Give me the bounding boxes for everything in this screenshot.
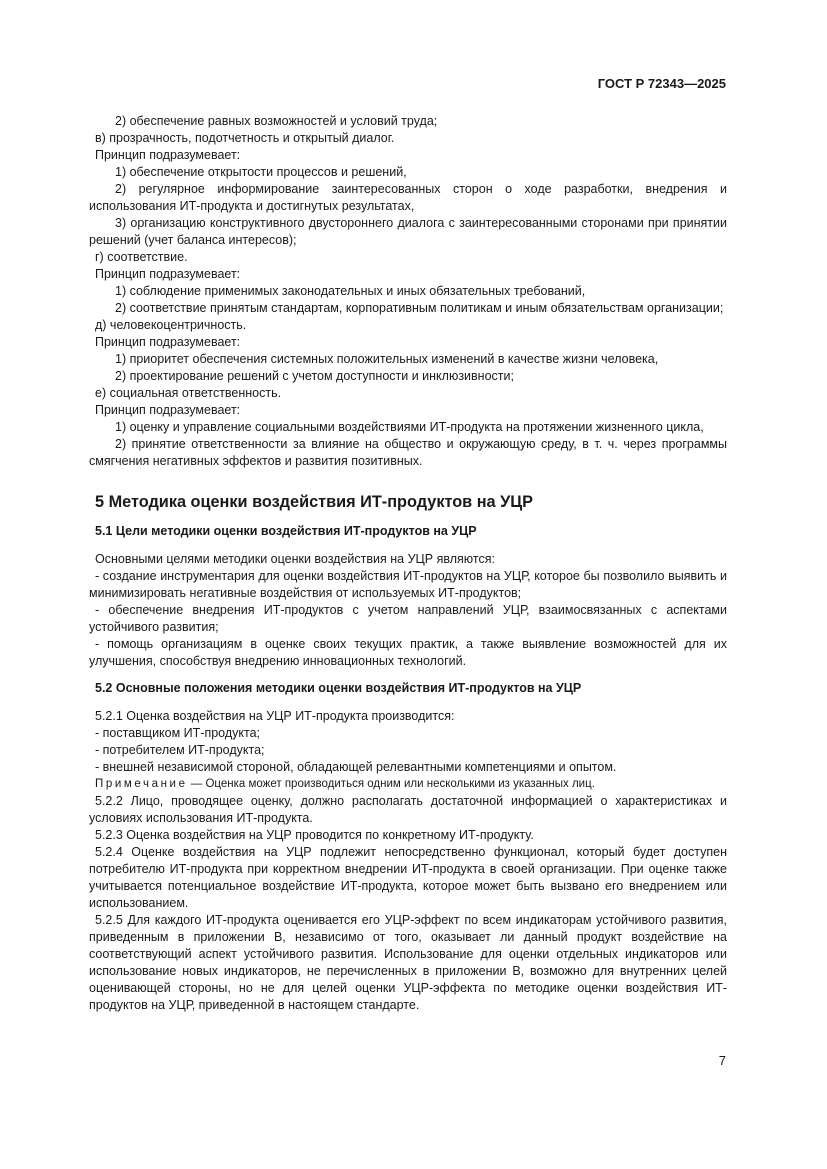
paragraph: 3) организацию конструктивного двустороннего диалога с заинтересованными сторонами при принятии решений (учет баланса интересов); [89, 216, 727, 247]
paragraph: Принцип подразумевает: [95, 267, 241, 281]
paragraph: - потребителем ИТ-продукта; [95, 743, 265, 757]
document-id-header: ГОСТ Р 72343—2025 [597, 76, 726, 91]
note-label: Примечание [95, 778, 188, 790]
note-paragraph [89, 776, 727, 793]
paragraph: - помощь организациям в оценке своих текущих практик, а также выявление возможностей для их улучшения, способствуя внедрению инновационных технологий. [89, 637, 727, 668]
paragraph: - внешней независимой стороной, обладающей релевантными компетенциями и опытом. [95, 760, 617, 774]
subsection-5-2-body-a [89, 708, 727, 776]
note-text: — Оценка может производиться одним или несколькими из указанных лиц. [187, 778, 595, 790]
paragraph: 1) обеспечение открытости процессов и решений, [115, 165, 407, 179]
paragraph: Принцип подразумевает: [95, 148, 241, 162]
paragraph: 2) регулярное информирование заинтересованных сторон о ходе разработки, внедрения и использования ИТ-продукта и достигнутых результатах, [89, 182, 727, 213]
principles-list [89, 113, 727, 470]
paragraph: 1) оценку и управление социальными воздействиями ИТ-продукта на протяжении жизненного цикла, [115, 420, 704, 434]
paragraph: е) социальная ответственность. [95, 386, 282, 400]
paragraph: Основными целями методики оценки воздействия на УЦР являются: [95, 552, 495, 566]
paragraph: 2) соответствие принятым стандартам, корпоративным политикам и иным обязательствам организации; [115, 301, 724, 315]
paragraph: 2) проектирование решений с учетом доступности и инклюзивности; [115, 369, 514, 383]
paragraph: - обеспечение внедрения ИТ-продуктов с учетом направлений УЦР, взаимосвязанных с аспектами устойчивого развития; [89, 603, 727, 634]
paragraph: 2) принятие ответственности за влияние на общество и окружающую среду, в т. ч. через программы смягчения негативных эффектов и развития позитивных. [89, 437, 727, 468]
subsection-5-2-heading: 5.2 Основные положения методики оценки воздействия ИТ-продуктов на УЦР [95, 681, 582, 695]
paragraph: 5.2.2 Лицо, проводящее оценку, должно располагать достаточной информацией о характеристиках и условиях использования ИТ-продукта. [89, 794, 727, 825]
subsection-5-1-body [89, 551, 727, 670]
paragraph: 5.2.5 Для каждого ИТ-продукта оценивается его УЦР-эффект по всем индикаторам устойчивого развития, приведенным в приложении В, независимо от того, оказывает ли данный продукт воздействие на соответствующий аспект устойчивого развития. Использование для оценки отдельных индикаторов или использование новых индикаторов, не перечисленных в приложении В, возможно для внутренних целей оценивающей стороны, но не для целей оценки УЦР-эффекта по методике оценки воздействия ИТ-продуктов на УЦР, приведенной в настоящем стандарте. [89, 913, 727, 1012]
paragraph: 5.2.3 Оценка воздействия на УЦР проводится по конкретному ИТ-продукту. [95, 828, 534, 842]
paragraph: 2) обеспечение равных возможностей и условий труда; [115, 114, 438, 128]
paragraph: 5.2.1 Оценка воздействия на УЦР ИТ-продукта производится: [95, 709, 455, 723]
paragraph: 5.2.4 Оценке воздействия на УЦР подлежит непосредственно функционал, который будет доступен потребителю ИТ-продукта при корректном внедрении ИТ-продукта в своей организации. При оценке также учитывается потенциальное воздействие ИТ-продукта, которое может быть вызвано его внедрением или использованием. [89, 845, 727, 910]
page-content [89, 113, 727, 1014]
page-number: 7 [718, 1053, 726, 1068]
paragraph: в) прозрачность, подотчетность и открытый диалог. [95, 131, 395, 145]
section-5-heading: 5 Методика оценки воздействия ИТ-продуктов на УЦР [95, 493, 533, 511]
paragraph: 1) приоритет обеспечения системных положительных изменений в качестве жизни человека, [115, 352, 659, 366]
paragraph: - поставщиком ИТ-продукта; [95, 726, 261, 740]
paragraph: - создание инструментария для оценки воздействия ИТ-продуктов на УЦР, которое бы позволило выявить и минимизировать негативные воздействия от используемых ИТ-продуктов; [89, 569, 727, 600]
paragraph: Принцип подразумевает: [95, 403, 241, 417]
subsection-5-1-heading: 5.1 Цели методики оценки воздействия ИТ-продуктов на УЦР [95, 524, 477, 538]
paragraph: 1) соблюдение применимых законодательных и иных обязательных требований, [115, 284, 586, 298]
subsection-5-2-body-b [89, 793, 727, 1014]
paragraph: г) соответствие. [95, 250, 188, 264]
paragraph: д) человекоцентричность. [95, 318, 247, 332]
paragraph: Принцип подразумевает: [95, 335, 241, 349]
